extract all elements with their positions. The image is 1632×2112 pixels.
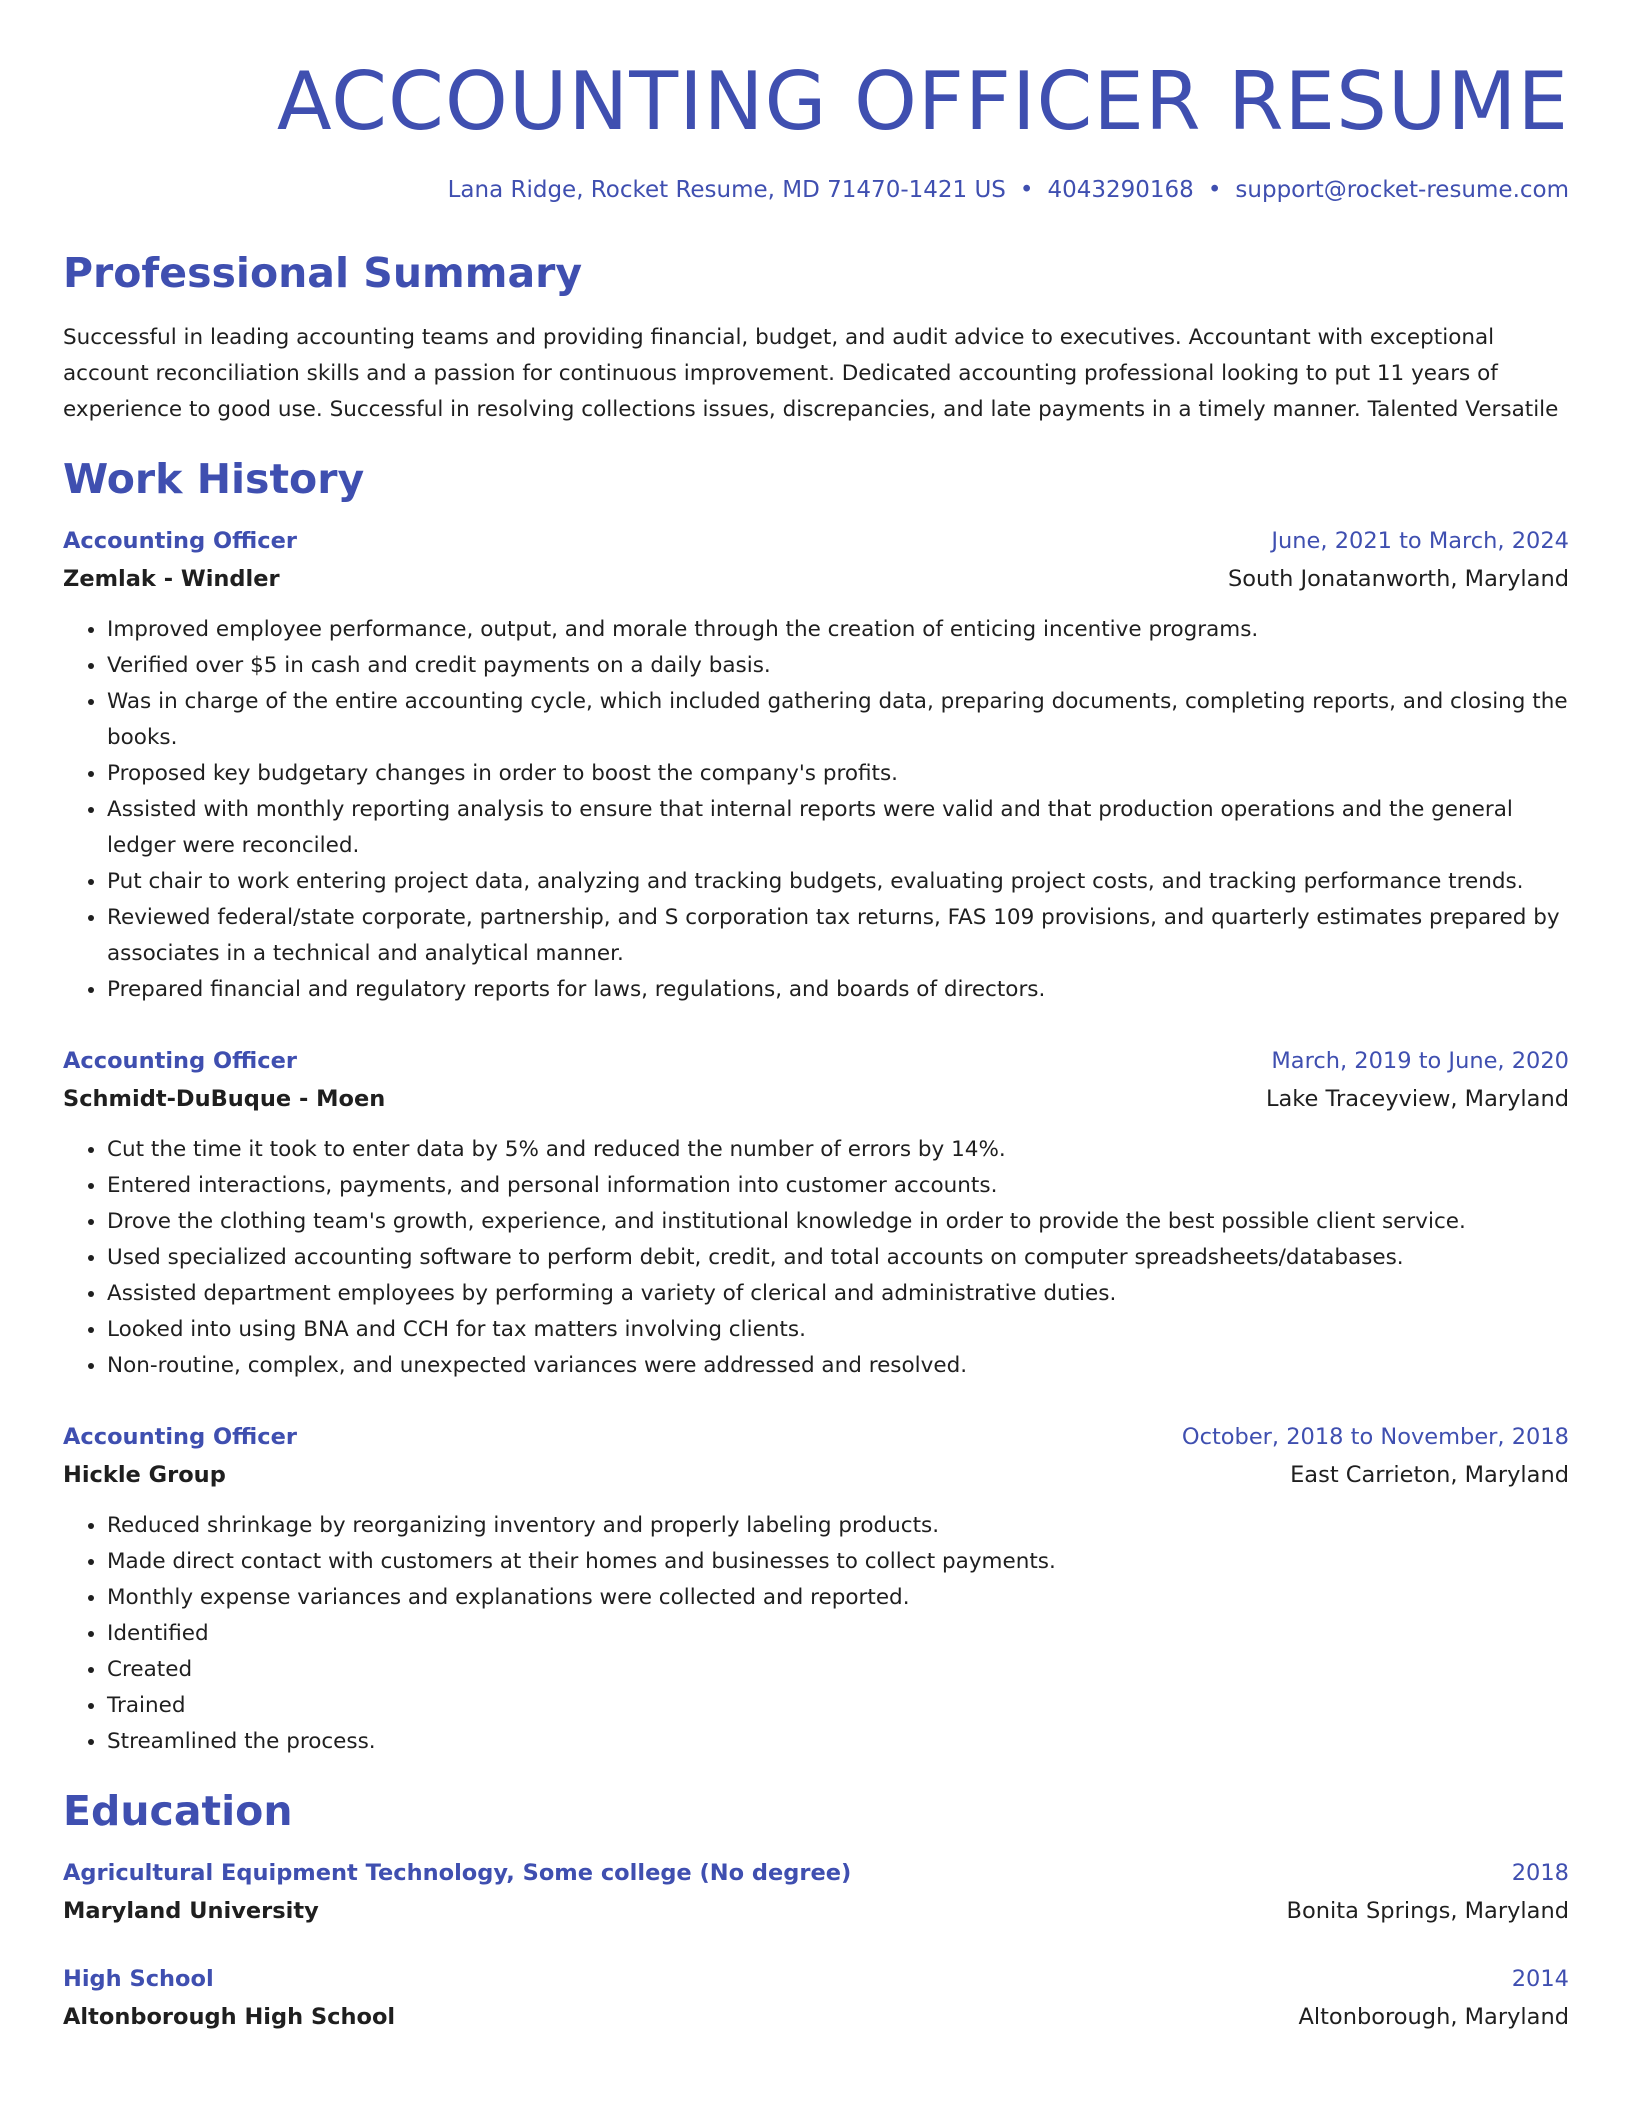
job-bullet: • Monthly expense variances and explanations were collected and reported. <box>107 1580 1569 1616</box>
job-title-row <box>63 1042 1569 1080</box>
job-location: Lake Traceyview, Maryland <box>1265 1086 1569 1112</box>
job-bullet-list <box>63 1132 1569 1384</box>
job-bullet: • Looked into using BNA and CCH for tax matters involving clients. <box>107 1312 1569 1348</box>
job-role: Accounting Officer <box>63 1048 297 1074</box>
contact-phone: 4043290168 <box>1047 177 1194 203</box>
job-bullet: • Improved employee performance, output, and morale through the creation of enticing incentive programs. <box>107 612 1569 648</box>
job-company-row <box>63 560 1569 598</box>
job-company: Schmidt-DuBuque - Moen <box>63 1086 386 1112</box>
education-school: Altonborough High School <box>63 2004 396 2030</box>
job-bullet: • Cut the time it took to enter data by 5% and reduced the number of errors by 14%. <box>107 1132 1569 1168</box>
job-bullet: • Proposed key budgetary changes in order to boost the company's profits. <box>107 756 1569 792</box>
job-entry <box>63 1042 1569 1384</box>
contact-address: Lana Ridge, Rocket Resume, MD 71470-1421 US <box>447 177 1006 203</box>
summary-heading: Professional Summary <box>63 249 583 297</box>
job-bullet: • Reviewed federal/state corporate, partnership, and S corporation tax returns, FAS 109 provisions, and quarterly estimates prepared by associates in a technical and analytical manner. <box>107 900 1569 972</box>
work-history-list <box>63 522 1569 1760</box>
job-dates: March, 2019 to June, 2020 <box>1271 1048 1569 1074</box>
job-bullet: • Used specialized accounting software to perform debit, credit, and total accounts on computer spreadsheets/databases. <box>107 1240 1569 1276</box>
resume-header <box>63 52 1569 206</box>
job-bullet: • Assisted department employees by performing a variety of clerical and administrative duties. <box>107 1276 1569 1312</box>
job-bullet: • Was in charge of the entire accounting cycle, which included gathering data, preparing documents, completing reports, and closing the books. <box>107 684 1569 756</box>
contact-separator: • <box>1207 177 1222 203</box>
job-bullet: • Drove the clothing team's growth, experience, and institutional knowledge in order to provide the best possible client service. <box>107 1204 1569 1240</box>
job-title-row <box>63 1418 1569 1456</box>
job-bullet: • Identified <box>107 1616 1569 1652</box>
job-bullet: • Trained <box>107 1688 1569 1724</box>
job-entry <box>63 522 1569 1008</box>
education-degree-row <box>63 1854 1569 1892</box>
education-school-row <box>63 1892 1569 1930</box>
job-bullet: • Put chair to work entering project data, analyzing and tracking budgets, evaluating project costs, and tracking performance trends. <box>107 864 1569 900</box>
job-bullet: • Non-routine, complex, and unexpected variances were addressed and resolved. <box>107 1348 1569 1384</box>
job-dates: October, 2018 to November, 2018 <box>1181 1424 1569 1450</box>
job-dates: June, 2021 to March, 2024 <box>1271 528 1569 554</box>
contact-email: support@rocket-resume.com <box>1235 177 1569 203</box>
job-company-row <box>63 1456 1569 1494</box>
job-company-row <box>63 1080 1569 1118</box>
contact-separator: • <box>1019 177 1034 203</box>
job-entry <box>63 1418 1569 1760</box>
job-location: South Jonatanworth, Maryland <box>1227 566 1569 592</box>
job-bullet: • Made direct contact with customers at their homes and businesses to collect payments. <box>107 1544 1569 1580</box>
resume-title: ACCOUNTING OFFICER RESUME <box>276 55 1569 148</box>
job-bullet: • Streamlined the process. <box>107 1724 1569 1760</box>
education-year: 2014 <box>1511 1966 1569 1992</box>
job-company: Hickle Group <box>63 1462 226 1488</box>
summary-text: Successful in leading accounting teams and providing financial, budget, and audit advice to executives. Accountant with exceptional account reconciliation skills and a passion for continuous improvement. Dedicated accounting professional looking to put 11 years of experience to good use. Successful in resolving collections issues, discrepancies, and late payments in a timely manner. Talented Versatile <box>63 325 1559 422</box>
job-role: Accounting Officer <box>63 528 297 554</box>
job-bullet-list <box>63 1508 1569 1760</box>
education-entry <box>63 1960 1569 2036</box>
job-title-row <box>63 522 1569 560</box>
education-location: Altonborough, Maryland <box>1298 2004 1569 2030</box>
job-bullet: • Reduced shrinkage by reorganizing inventory and properly labeling products. <box>107 1508 1569 1544</box>
contact-line <box>63 174 1569 206</box>
job-bullet: • Entered interactions, payments, and personal information into customer accounts. <box>107 1168 1569 1204</box>
job-location: East Carrieton, Maryland <box>1290 1462 1569 1488</box>
education-location: Bonita Springs, Maryland <box>1286 1898 1569 1924</box>
job-bullet: • Created <box>107 1652 1569 1688</box>
education-degree: Agricultural Equipment Technology, Some college (No degree) <box>63 1860 852 1886</box>
education-list <box>63 1854 1569 2036</box>
education-school-row <box>63 1998 1569 2036</box>
job-bullet: • Verified over $5 in cash and credit payments on a daily basis. <box>107 648 1569 684</box>
job-bullet: • Prepared financial and regulatory reports for laws, regulations, and boards of directors. <box>107 972 1569 1008</box>
work-history-heading: Work History <box>63 455 365 503</box>
education-school: Maryland University <box>63 1898 319 1924</box>
education-degree: High School <box>63 1966 214 1992</box>
job-bullet: • Assisted with monthly reporting analysis to ensure that internal reports were valid and that production operations and the general ledger were reconciled. <box>107 792 1569 864</box>
job-role: Accounting Officer <box>63 1424 297 1450</box>
education-degree-row <box>63 1960 1569 1998</box>
job-company: Zemlak - Windler <box>63 566 280 592</box>
job-bullet-list <box>63 612 1569 1008</box>
education-year: 2018 <box>1511 1860 1569 1886</box>
education-entry <box>63 1854 1569 1930</box>
education-heading: Education <box>63 1787 293 1835</box>
